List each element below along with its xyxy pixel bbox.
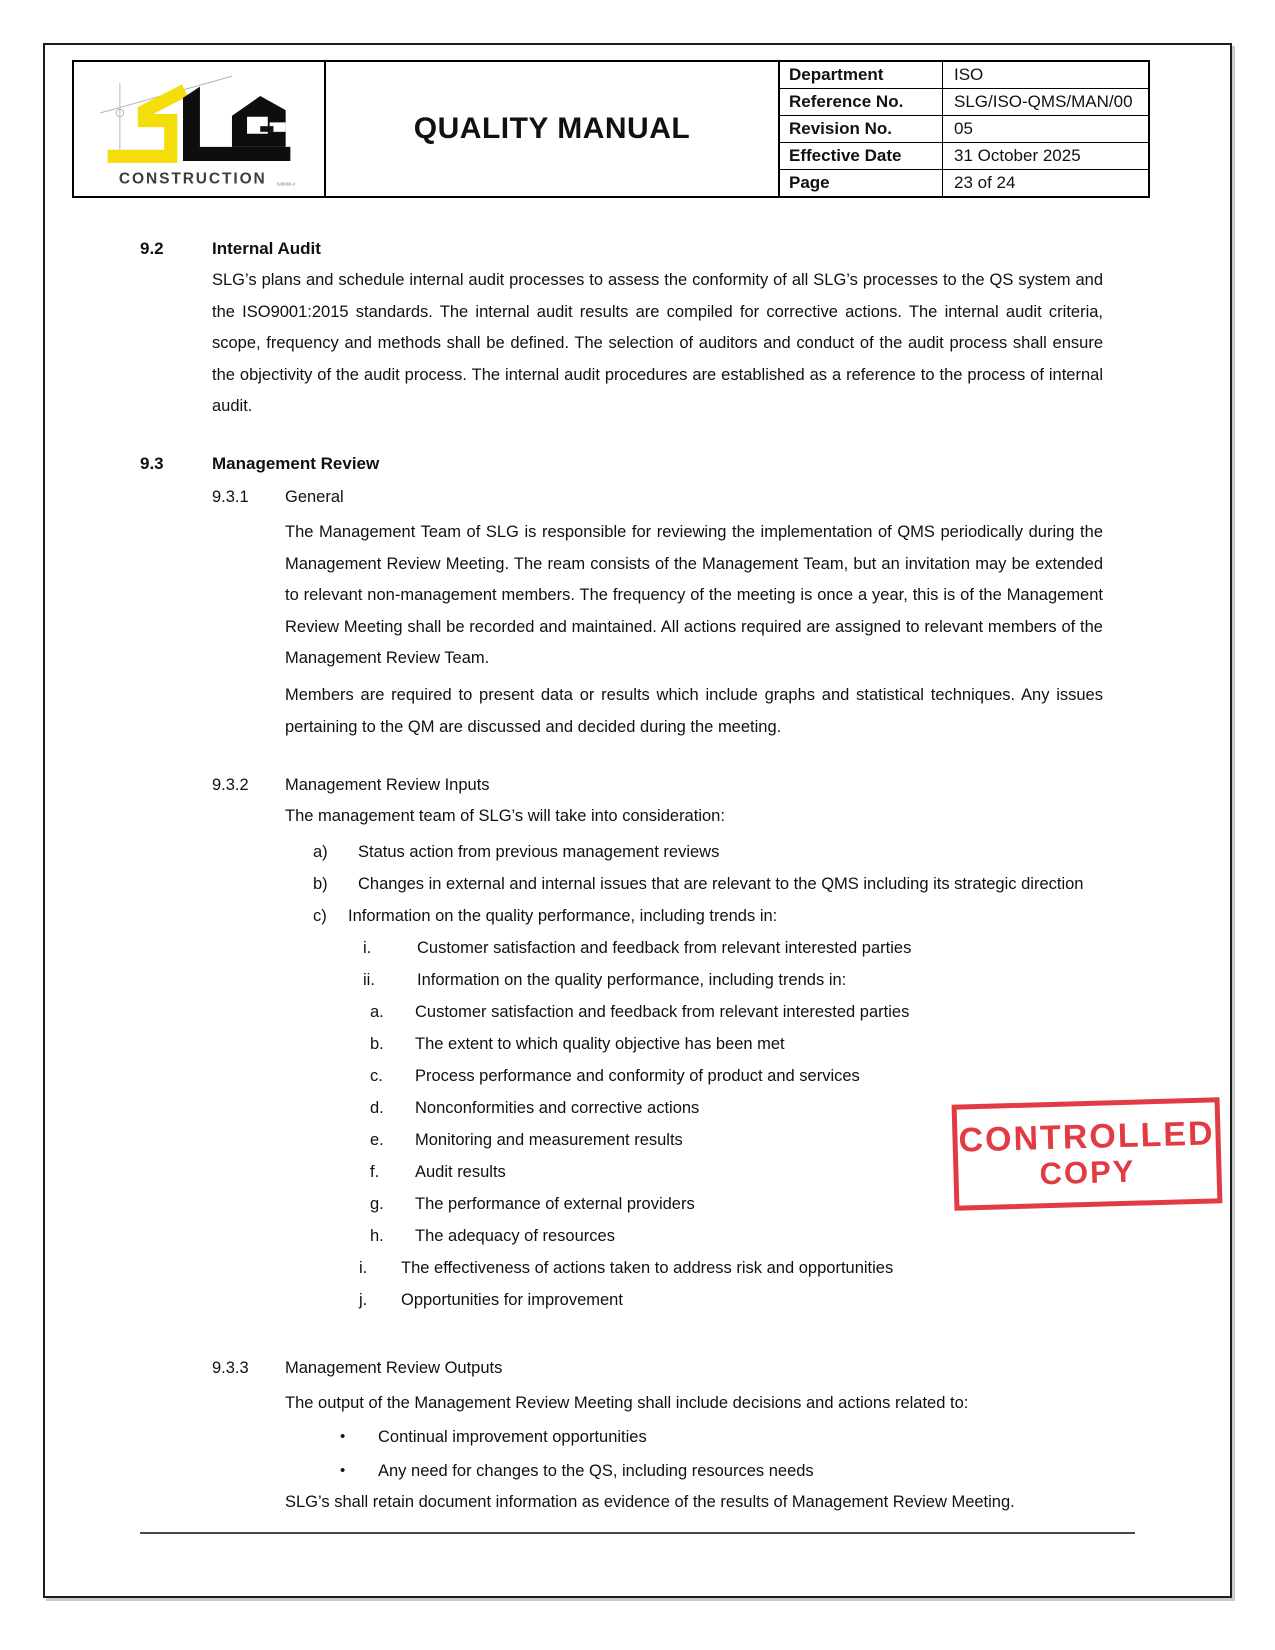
section-9-3-2-intro: The management team of SLG’s will take into consideration: (285, 807, 725, 825)
list-alpha-paren (313, 836, 1083, 932)
list-item (340, 1420, 814, 1454)
section-number: 9.3 (140, 454, 164, 473)
list-text: Continual improvement opportunities (378, 1428, 647, 1446)
stamp-border (952, 1097, 1223, 1210)
list-text: Information on the quality performance, including trends in: (348, 907, 778, 925)
info-row-department (780, 62, 1148, 89)
list-item (370, 996, 909, 1028)
list-marker: c) (313, 907, 327, 925)
info-label: Revision No. (780, 116, 943, 142)
info-value: SLG/ISO-QMS/MAN/00 (954, 92, 1133, 111)
bullet-icon: • (340, 1462, 346, 1479)
list-marker: e. (370, 1131, 384, 1149)
list-marker: f. (370, 1163, 380, 1181)
list-text: Customer satisfaction and feedback from relevant interested parties (415, 1003, 910, 1021)
list-text: The adequacy of resources (415, 1227, 615, 1245)
list-text: Nonconformities and corrective actions (415, 1099, 700, 1117)
section-9-3-heading (140, 448, 379, 480)
list-text: The effectiveness of actions taken to address risk and opportunities (401, 1259, 894, 1277)
list-marker: j. (359, 1291, 368, 1309)
slg-construction-logo-icon (85, 64, 313, 194)
section-9-3-1-paragraph-1: The Management Team of SLG is responsible for reviewing the implementation of QMS periodically during the Management Review Meeting. The ream consists of the Management Team, but an invitation may be extended to relevant non-management members. The frequency of the meeting is once a year, this is of the Management Review Meeting shall be recorded and maintained. All actions required are assigned to relevant members of the Management Review Team. (285, 523, 1103, 667)
document-title: QUALITY MANUAL (326, 62, 780, 196)
stamp-text-line1: CONTROLLED (957, 1114, 1216, 1160)
list-text: Audit results (415, 1163, 506, 1181)
list-item (370, 1060, 909, 1092)
section-number: 9.3.1 (212, 488, 249, 506)
stamp-text-line2: COPY (1039, 1153, 1136, 1192)
list-marker: b) (313, 875, 328, 893)
section-9-3-2-heading (212, 770, 490, 802)
list-item (313, 900, 1083, 932)
document-info-table (780, 62, 1148, 196)
header-table (72, 60, 1150, 198)
list-marker: d. (370, 1099, 384, 1117)
logo-registration-number: 846080-V (277, 181, 296, 187)
list-item (370, 1124, 909, 1156)
list-text: The performance of external providers (415, 1195, 695, 1213)
section-number: 9.2 (140, 239, 164, 258)
section-title: General (285, 488, 344, 506)
section-9-2-heading (140, 233, 321, 265)
list-item (370, 1220, 909, 1252)
info-row-effective-date (780, 143, 1148, 170)
list-marker: h. (370, 1227, 384, 1245)
list-text: Any need for changes to the QS, including resources needs (378, 1462, 814, 1480)
list-marker: a) (313, 843, 328, 861)
footer-divider (140, 1532, 1135, 1534)
list-item (359, 1252, 909, 1284)
info-label: Reference No. (780, 89, 943, 115)
list-text: Process performance and conformity of product and services (415, 1067, 860, 1085)
info-label: Page (780, 170, 943, 196)
list-item (313, 868, 1083, 900)
list-item (370, 1092, 909, 1124)
section-number: 9.3.2 (212, 776, 249, 794)
company-logo (74, 62, 326, 196)
info-value: 05 (954, 119, 973, 138)
info-value: 23 of 24 (954, 173, 1016, 192)
logo-wordmark: CONSTRUCTION (118, 170, 267, 188)
list-roman (363, 932, 911, 996)
info-row-revision-no (780, 116, 1148, 143)
list-item (363, 932, 911, 964)
list-text: The extent to which quality objective has been met (415, 1035, 785, 1053)
list-item (370, 1028, 909, 1060)
info-label: Department (780, 62, 943, 88)
list-marker: ii. (363, 971, 375, 989)
list-item (370, 1156, 909, 1188)
list-text: Information on the quality performance, including trends in: (417, 971, 847, 989)
section-9-3-3-closing: SLG’s shall retain document information as evidence of the results of Management Review Meeting. (285, 1493, 1015, 1511)
list-text: Opportunities for improvement (401, 1291, 623, 1309)
list-text: Monitoring and measurement results (415, 1131, 683, 1149)
section-9-3-1-heading (212, 482, 344, 514)
controlled-copy-stamp (944, 1090, 1229, 1218)
info-value: 31 October 2025 (954, 146, 1081, 165)
list-item (363, 964, 911, 996)
section-9-3-1-paragraph-2: Members are required to present data or results which include graphs and statistical techniques. Any issues pertaining to the QM are discussed and decided during the meeting. (285, 686, 1103, 736)
info-value: ISO (954, 65, 984, 84)
section-title: Management Review Outputs (285, 1359, 503, 1377)
info-row-reference-no (780, 89, 1148, 116)
list-marker: g. (370, 1195, 384, 1213)
section-title: Management Review Inputs (285, 776, 490, 794)
section-9-2-paragraph: SLG’s plans and schedule internal audit processes to assess the conformity of all SLG’s processes to the QS system and the ISO9001:2015 standards. The internal audit results are compiled for corrective actions. The internal audit criteria, scope, frequency and methods shall be defined. The selection of auditors and conduct of the audit process shall ensure the objectivity of the audit process. The internal audit procedures are established as a reference to the process of internal audit. (212, 271, 1103, 415)
list-marker: b. (370, 1035, 384, 1053)
list-item (359, 1284, 909, 1316)
info-label: Effective Date (780, 143, 943, 169)
section-title: Management Review (212, 454, 380, 473)
list-bullets (340, 1420, 814, 1488)
logo-letter-g-crossbar (260, 126, 273, 132)
list-alpha-dot (359, 996, 910, 1316)
section-9-3-3-heading (212, 1353, 502, 1385)
list-marker: i. (363, 939, 372, 957)
list-item (313, 836, 1083, 868)
list-text: Status action from previous management reviews (358, 843, 720, 861)
section-number: 9.3.3 (212, 1359, 249, 1377)
section-title: Internal Audit (212, 239, 321, 258)
info-row-page (780, 170, 1148, 196)
list-text: Changes in external and internal issues that are relevant to the QMS including its strategic direction (358, 875, 1084, 893)
list-marker: i. (359, 1259, 368, 1277)
list-text: Customer satisfaction and feedback from relevant interested parties (417, 939, 912, 957)
list-marker: a. (370, 1003, 384, 1021)
list-item (370, 1188, 909, 1220)
section-9-3-3-intro: The output of the Management Review Meeting shall include decisions and actions related to: (285, 1394, 969, 1412)
bullet-icon: • (340, 1428, 346, 1445)
list-item (340, 1454, 814, 1488)
list-marker: c. (370, 1067, 383, 1085)
